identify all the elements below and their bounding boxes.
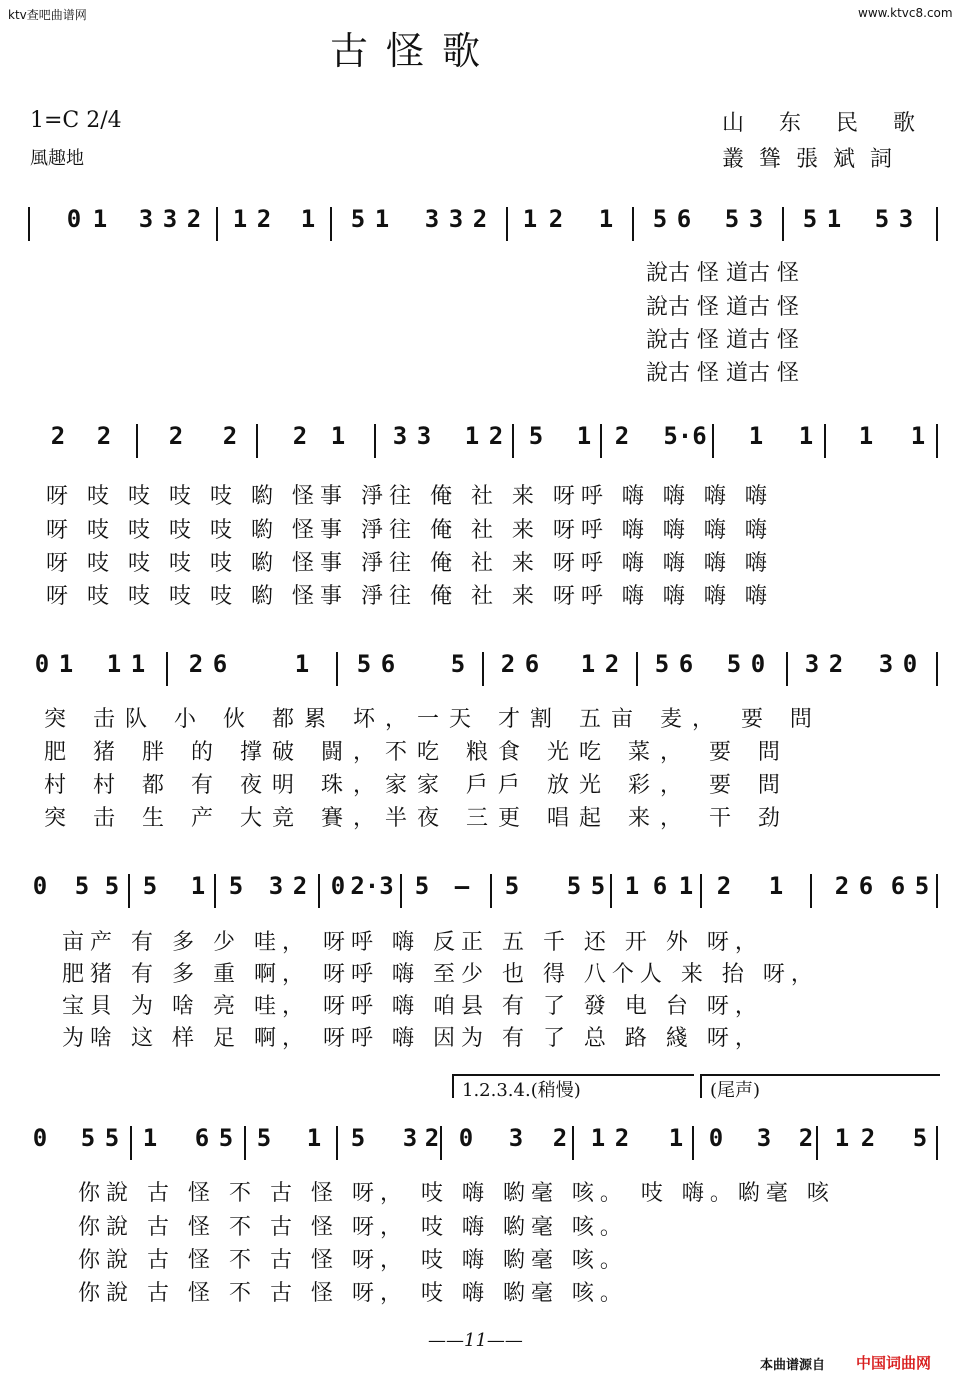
barline (374, 424, 376, 458)
barline (936, 1126, 938, 1160)
lyric-line (0, 1021, 967, 1051)
barline (130, 1126, 132, 1160)
barline (786, 652, 788, 686)
note: 1 (834, 1124, 850, 1152)
note: 5 (652, 205, 668, 233)
barline (128, 874, 130, 908)
note: 6 (890, 872, 906, 900)
note: 1 (306, 1124, 322, 1152)
lyric-text: 呀 吱 吱 吱 吱 喲 怪事 淨往 俺 社 来 呀呼 嗨 嗨 嗨 嗨 (46, 584, 773, 609)
barline (600, 424, 602, 458)
lyric-line (0, 256, 967, 286)
lyric-line (0, 356, 967, 386)
notation-row-5 (0, 1124, 967, 1164)
barline (610, 874, 612, 908)
note: 5 (802, 205, 818, 233)
lyric-text: 你說 古 怪 不 古 怪 呀， 吱 嗨 喲毫 咳。 吱 嗨。喲毫 咳 (78, 1181, 835, 1206)
barline (700, 874, 702, 908)
note: 0 (458, 1124, 474, 1152)
lyric-text: 你說 古 怪 不 古 怪 呀， 吱 嗨 喲毫 咳。 (78, 1215, 628, 1240)
lyric-text: 肥猪 有 多 重 啊， 呀呼 嗨 至少 也 得 八个人 来 抬 呀， (62, 962, 819, 987)
barline (330, 207, 332, 241)
note: 0 (34, 650, 50, 678)
lyric-text: 說古 怪 道古 怪 (646, 328, 799, 353)
notation-row-1 (0, 205, 967, 245)
barline (712, 424, 714, 458)
barline (490, 874, 492, 908)
note: 2 (292, 872, 308, 900)
lyric-line (0, 925, 967, 955)
note: 2 (188, 650, 204, 678)
barline (936, 874, 938, 908)
lyric-line (0, 801, 967, 831)
lyric-line (0, 768, 967, 798)
note: 5 (142, 872, 158, 900)
note: 3 (756, 1124, 772, 1152)
note: 2 (834, 872, 850, 900)
note: 3 (416, 422, 432, 450)
lyric-line (0, 290, 967, 320)
lyric-text: 肥 猪 胖 的 撑破 闘，不吃 粮食 光吃 菜， 要 問 (44, 740, 790, 765)
note: 2 (798, 1124, 814, 1152)
note: 5 (104, 1124, 120, 1152)
barline (336, 1126, 338, 1160)
lyric-line (0, 513, 967, 543)
note: 3 (804, 650, 820, 678)
tempo-marking: 風趣地 (30, 148, 84, 169)
note: 3 (898, 205, 914, 233)
lyric-text: 村 村 都 有 夜明 珠，家家 戶戶 放光 彩， 要 問 (44, 773, 790, 798)
note: 2 (222, 422, 238, 450)
lyric-line (0, 323, 967, 353)
barline (506, 207, 508, 241)
lyric-text: 呀 吱 吱 吱 吱 喲 怪事 淨往 俺 社 来 呀呼 嗨 嗨 嗨 嗨 (46, 518, 773, 543)
lyric-line (0, 702, 967, 732)
note: 3 (448, 205, 464, 233)
note: 1 (232, 205, 248, 233)
first-ending-label: 1.2.3.4.(稍慢) (462, 1080, 581, 1101)
lyric-text: 突 击 生 产 大竞 賽，半夜 三更 唱起 来， 干 劲 (44, 806, 790, 831)
lyric-text: 說古 怪 道古 怪 (646, 261, 799, 286)
barline (692, 1126, 694, 1160)
coda-label: (尾声) (710, 1080, 761, 1101)
note: 1 (590, 1124, 606, 1152)
note: 1 (92, 205, 108, 233)
song-origin: 山 东 民 歌 (722, 111, 929, 136)
note: 0 (750, 650, 766, 678)
note: 3 (392, 422, 408, 450)
watermark-left: ktv查吧曲谱网 (8, 8, 87, 22)
note: 5 (414, 872, 430, 900)
note: 0 (330, 872, 346, 900)
note: 1 (858, 422, 874, 450)
note: 5 (726, 650, 742, 678)
note: 1 (748, 422, 764, 450)
note: 6 (678, 650, 694, 678)
note: 5 (256, 1124, 272, 1152)
note: 2 (168, 422, 184, 450)
lyric-text: 你說 古 怪 不 古 怪 呀， 吱 嗨 喲毫 咳。 (78, 1248, 628, 1273)
note: 1 (190, 872, 206, 900)
barline (782, 207, 784, 241)
note: 2·3 (350, 872, 394, 900)
note: 1 (668, 1124, 684, 1152)
note: 5 (228, 872, 244, 900)
note: 6 (194, 1124, 210, 1152)
note: 1 (300, 205, 316, 233)
note: 1 (464, 422, 480, 450)
note: 2 (500, 650, 516, 678)
note: 5 (450, 650, 466, 678)
page-number: ——11—— (428, 1330, 523, 1351)
note: 1 (330, 422, 346, 450)
note: 3 (508, 1124, 524, 1152)
barline (336, 652, 338, 686)
note: 3 (878, 650, 894, 678)
note: 3 (268, 872, 284, 900)
lyric-text: 說古 怪 道古 怪 (646, 361, 799, 386)
lyric-text: 为啥 这 样 足 啊， 呀呼 嗨 因为 有 了 总 路 綫 呀， (62, 1026, 763, 1051)
note: 2 (424, 1124, 440, 1152)
note: 2 (256, 205, 272, 233)
repeat-barline (28, 207, 30, 241)
barline (318, 874, 320, 908)
lyric-line (0, 1276, 967, 1306)
note: 2 (186, 205, 202, 233)
note: 2 (614, 422, 630, 450)
barline (824, 424, 826, 458)
lyric-line (0, 579, 967, 609)
barline (482, 652, 484, 686)
lyric-text: 突 击队 小 伙 都累 坏，一天 才割 五亩 麦， 要 問 (44, 707, 822, 732)
note: 5 (80, 1124, 96, 1152)
note: 2 (488, 422, 504, 450)
barline (936, 207, 938, 241)
note: 1 (294, 650, 310, 678)
barline (166, 652, 168, 686)
barline (256, 424, 258, 458)
note: 3 (138, 205, 154, 233)
note: 6 (524, 650, 540, 678)
barline (244, 1126, 246, 1160)
lyric-line (0, 1176, 967, 1206)
barline (572, 1126, 574, 1160)
barline (512, 424, 514, 458)
note: 0 (32, 1124, 48, 1152)
barline (810, 874, 812, 908)
note: 2 (716, 872, 732, 900)
note: 5 (874, 205, 890, 233)
note: 2 (96, 422, 112, 450)
note: 6 (380, 650, 396, 678)
note: 2 (292, 422, 308, 450)
note: 2 (828, 650, 844, 678)
note: 0 (66, 205, 82, 233)
notation-row-2 (0, 422, 967, 462)
note: 5 (914, 872, 930, 900)
note: 2 (860, 1124, 876, 1152)
note: 2 (50, 422, 66, 450)
lyricist-credit: 叢 聳 張 斌 詞 (722, 147, 896, 172)
note: 0 (708, 1124, 724, 1152)
notation-row-4 (0, 872, 967, 912)
lyric-text: 說古 怪 道古 怪 (646, 295, 799, 320)
note: 5 (104, 872, 120, 900)
note: 1 (598, 205, 614, 233)
note: 3 (162, 205, 178, 233)
note: 3 (424, 205, 440, 233)
note: 2 (604, 650, 620, 678)
note: 3 (402, 1124, 418, 1152)
note: 1 (576, 422, 592, 450)
lyric-text: 呀 吱 吱 吱 吱 喲 怪事 淨往 俺 社 来 呀呼 嗨 嗨 嗨 嗨 (46, 484, 773, 509)
note: 5 (528, 422, 544, 450)
lyric-line (0, 546, 967, 576)
note: 1 (522, 205, 538, 233)
note: 5·6 (663, 422, 707, 450)
note: 1 (826, 205, 842, 233)
note: 1 (768, 872, 784, 900)
lyric-text: 呀 吱 吱 吱 吱 喲 怪事 淨往 俺 社 来 呀呼 嗨 嗨 嗨 嗨 (46, 551, 773, 576)
footer-brand-link[interactable]: 中国词曲网 (856, 1354, 932, 1372)
barline (216, 207, 218, 241)
note: 6 (676, 205, 692, 233)
barline (136, 424, 138, 458)
note: 0 (32, 872, 48, 900)
barline (400, 874, 402, 908)
note: 5 (566, 872, 582, 900)
lyric-line (0, 1243, 967, 1273)
barline (936, 652, 938, 686)
key-signature: 1=C 2/4 (30, 108, 122, 133)
note: 3 (748, 205, 764, 233)
lyric-line (0, 989, 967, 1019)
watermark-right: www.ktvc8.com (858, 6, 953, 20)
note: 1 (910, 422, 926, 450)
note: 5 (590, 872, 606, 900)
note: 1 (580, 650, 596, 678)
note: 5 (724, 205, 740, 233)
footer-source: 本曲谱源自 (760, 1358, 826, 1373)
lyric-line (0, 1210, 967, 1240)
note: 1 (106, 650, 122, 678)
note: 1 (130, 650, 146, 678)
note: 6 (858, 872, 874, 900)
lyric-line (0, 957, 967, 987)
note: 5 (218, 1124, 234, 1152)
lyric-text: 你說 古 怪 不 古 怪 呀， 吱 嗨 喲毫 咳。 (78, 1281, 628, 1306)
note: 6 (652, 872, 668, 900)
lyric-text: 亩产 有 多 少 哇， 呀呼 嗨 反正 五 千 还 开 外 呀， (62, 930, 763, 955)
note: 2 (614, 1124, 630, 1152)
barline (636, 652, 638, 686)
note: 2 (472, 205, 488, 233)
note: 5 (350, 205, 366, 233)
note: 6 (212, 650, 228, 678)
song-title: 古怪歌 (330, 29, 499, 73)
lyric-text: 宝貝 为 啥 亮 哇， 呀呼 嗨 咱县 有 了 發 电 台 呀， (62, 994, 763, 1019)
barline (214, 874, 216, 908)
barline (632, 207, 634, 241)
note: 0 (902, 650, 918, 678)
notation-row-3 (0, 650, 967, 690)
note: — (454, 872, 470, 900)
note: 5 (350, 1124, 366, 1152)
note: 1 (624, 872, 640, 900)
note: 1 (374, 205, 390, 233)
note: 5 (654, 650, 670, 678)
note: 5 (74, 872, 90, 900)
note: 2 (548, 205, 564, 233)
note: 5 (912, 1124, 928, 1152)
note: 5 (504, 872, 520, 900)
lyric-line (0, 479, 967, 509)
note: 1 (798, 422, 814, 450)
note: 1 (58, 650, 74, 678)
note: 5 (356, 650, 372, 678)
note: 2 (552, 1124, 568, 1152)
note: 1 (678, 872, 694, 900)
note: 1 (142, 1124, 158, 1152)
lyric-line (0, 735, 967, 765)
barline (936, 424, 938, 458)
